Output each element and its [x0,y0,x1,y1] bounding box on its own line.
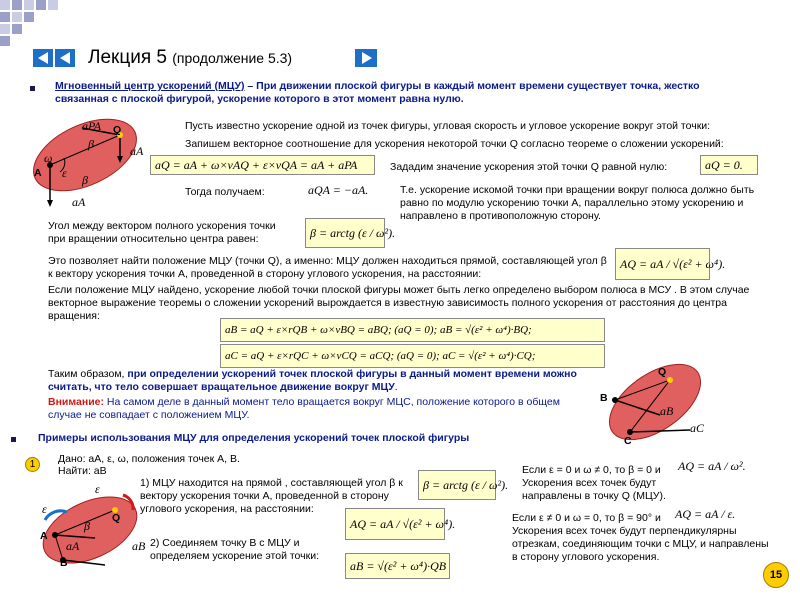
text-case1: Если ε = 0 и ω ≠ 0, то β = 0 и [522,464,661,476]
formula-aB-eq: aB = aQ + ε×rQB + ω×vBQ = aBQ; (aQ = 0); aB = √(ε² + ω⁴)·BQ; [220,318,605,342]
text-attention: Внимание: На самом деле в данный момент тело вращается вокруг МЦС, положение которого в общем случае не совпадает с положением МЦУ. [48,396,560,421]
label-omega: ω [44,151,53,165]
example-number-badge: 1 [25,457,40,472]
text-step2: 2) Соединяем точку B с МЦУ и определяем ускорение этой точки: [150,537,319,562]
formula-aC-eq: aC = aQ + ε×rQC + ω×vCQ = aCQ; (aQ = 0); aC = √(ε² + ω⁴)·CQ; [220,344,605,368]
text-case2b: Ускорения всех точек будут перпендикулярны отрезкам, соединяющим точки с МЦУ, и направлены в сторону углового ускорения. [512,525,769,563]
label-aB-2: aB [132,539,146,553]
label-A: A [34,167,42,179]
text-ie: Т.е. ускорение искомой точки при вращении вокруг полюса должно быть равно по модулю ускорению точки A, параллельно этому ускорению и направлено в противоположную сторону. [400,184,755,222]
label-epsilon: ε [62,166,67,180]
formula-AQ-case1: AQ = aA / ω². [678,459,746,473]
label-beta-2: β [82,173,88,187]
label-beta-3: β [84,519,90,533]
definition-paragraph: Мгновенный центр ускорений (МЦУ) – При движении плоской фигуры в каждый момент времени существует точка, жестко связанная с плоской фигурой, ускорение которого в этот момент равна нулю. [55,80,700,105]
formula-AQ-2: AQ = aA / √(ε² + ω⁴). [345,508,445,540]
label-beta: β [88,137,94,151]
formula-aQ-zero: aQ = 0. [700,155,758,175]
label-aA: aA [130,144,144,158]
label-Q-2: Q [658,366,667,378]
page-number-badge: 15 [763,562,789,588]
text-easy: Это позволяет найти положение МЦУ (точки Q), а именно: МЦУ должен находиться прямой, составляющей угол β к вектору ускорения точки A, проведенной в сторону углового ускорения, на расстоянии: [48,255,607,280]
formula-aQ-sum: aQ = aA + ω×vAQ + ε×vQA = aA + aPA [150,155,375,175]
diagram-example-figure [35,480,150,575]
text-case1b: Ускорения всех точек будут направлены в точку Q (МЦУ). [522,477,666,502]
text-set-zero: Зададим значение ускорения этой точки Q равной нулю: [390,161,668,173]
text-angle: Угол между вектором полного ускорения точки при вращении относительно центра равен: [48,220,276,245]
label-aB: aB [660,404,674,418]
label-epsilon-2: ε [95,482,100,496]
text-write-vector: Запишем векторное соотношение для ускорения некоторой точки Q согласно теореме о сложении ускорений: [185,138,724,150]
text-if-found: Если положение МЦУ найдено, ускорение любой точки плоской фигуры может быть легко определено выбором полюса в МСУ . В этом случае векторное выражение теоремы о сложении ускорений вырождается в известную зависимость полного ускорения от расстояния до центра вращения: [48,284,750,322]
label-A-2: A [40,530,48,542]
bullet-marker-2 [11,437,16,442]
formula-beta: β = arctg (ε / ω²). [305,218,385,248]
label-aC: aC [690,421,705,435]
formula-beta-2: β = arctg (ε / ω²). [418,470,496,500]
text-known: Пусть известно ускорение одной из точек фигуры, угловая скорость и угловое ускорение вокруг этой точки: [185,120,711,132]
text-then: Тогда получаем: [185,186,265,198]
examples-heading: Примеры использования МЦУ для определения ускорений точек плоской фигуры [38,432,470,444]
label-aA-3: aA [66,539,80,553]
nav-forward-button[interactable] [355,49,377,67]
text-step1: 1) МЦУ находится на прямой , составляющей угол β к вектору ускорения точки A, проведенной в сторону углового ускорения, на расстоянии: [140,477,403,515]
text-thus: Таким образом, при определении ускорений точек плоской фигуры в данный момент времени можно считать, что тело совершает вращательное движение вокруг МЦУ. [48,368,577,393]
label-B: B [600,392,608,404]
text-find: Найти: aB [58,465,107,477]
label-Q: Q [113,124,122,136]
nav-back-buttons[interactable] [33,49,77,67]
formula-AQ: AQ = aA / √(ε² + ω⁴). [615,248,710,280]
label-aA-2: aA [72,195,86,209]
formula-AQ-case2: AQ = aA / ε. [675,507,736,521]
label-epsilon-3: ε [42,502,47,516]
text-given: Дано: aA, ε, ω, положения точек A, B. [58,453,240,465]
formula-aQA: aQA = −aA. [308,183,369,197]
label-B-2: B [60,557,68,569]
text-case2: Если ε ≠ 0 и ω = 0, то β = 90° и [512,512,661,524]
bullet-marker [30,86,35,91]
label-Q-3: Q [112,512,121,524]
page-title: Лекция 5 (продолжение 5.3) [88,47,293,68]
label-C: C [624,435,632,447]
label-aPA: aPA [82,119,102,133]
formula-aB-final: aB = √(ε² + ω⁴)·QB [345,553,450,579]
